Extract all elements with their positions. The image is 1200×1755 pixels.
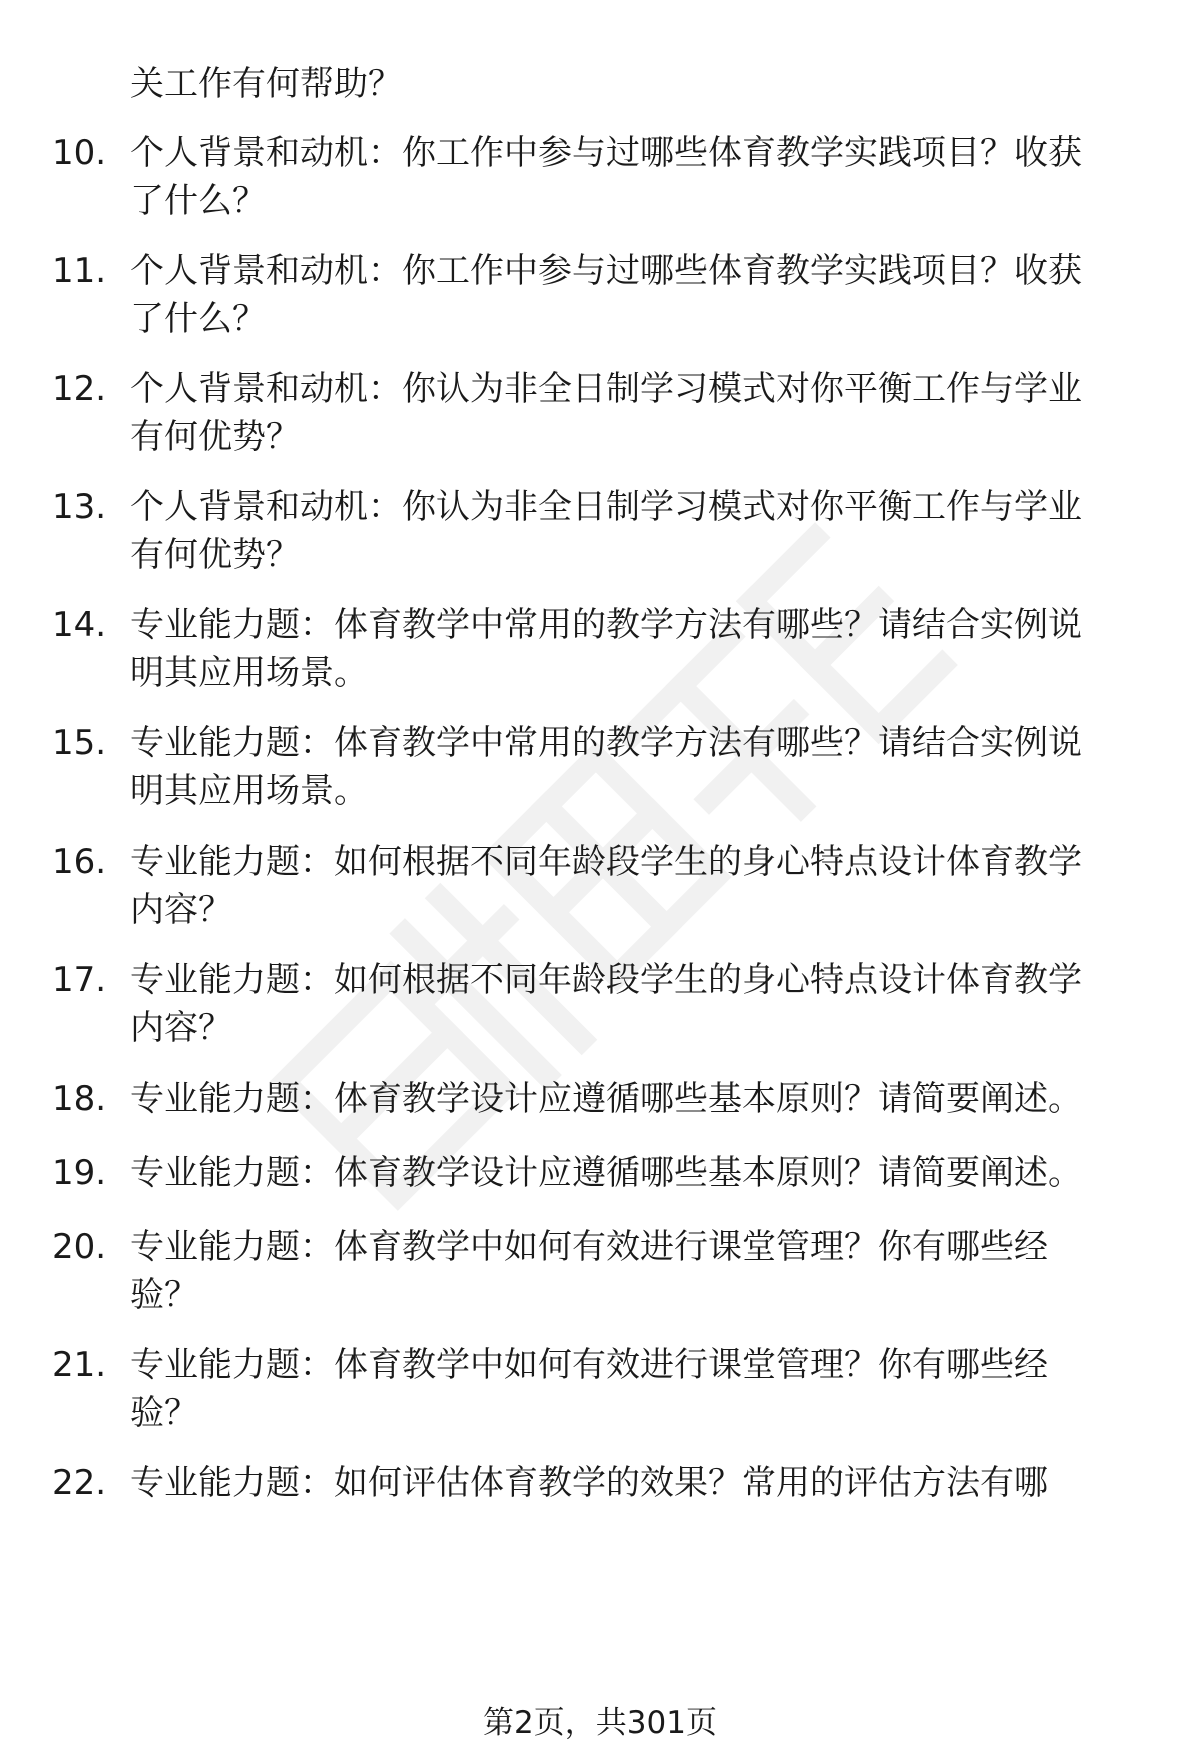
question-text-line: 专业能力题：体育教学中如何有效进行课堂管理？你有哪些经	[130, 1227, 1048, 1267]
question-text-line: 明其应用场景。	[130, 771, 368, 811]
question-text-line: 个人背景和动机：你认为非全日制学习模式对你平衡工作与学业	[130, 487, 1082, 527]
question-text-line: 专业能力题：体育教学中常用的教学方法有哪些？请结合实例说	[130, 723, 1082, 763]
question-text	[130, 483, 1140, 579]
question-text-line: 有何优势？	[130, 417, 300, 457]
question-number: 20.	[52, 1227, 107, 1267]
question-text	[130, 719, 1140, 815]
question-text-line: 个人背景和动机：你认为非全日制学习模式对你平衡工作与学业	[130, 369, 1082, 409]
question-text	[130, 1459, 1140, 1507]
question-number: 18.	[52, 1079, 107, 1119]
question-text-line: 专业能力题：体育教学中常用的教学方法有哪些？请结合实例说	[130, 605, 1082, 645]
question-text-line: 有何优势？	[130, 535, 300, 575]
question-text-line: 专业能力题：体育教学设计应遵循哪些基本原则？请简要阐述。	[130, 1079, 1082, 1119]
question-number: 11.	[52, 251, 107, 291]
page-footer: 第2页，共301页	[483, 1705, 717, 1741]
question-number: 15.	[52, 723, 107, 763]
question-number: 22.	[52, 1463, 107, 1503]
question-text-line: 专业能力题：体育教学中如何有效进行课堂管理？你有哪些经	[130, 1345, 1048, 1385]
question-text	[130, 956, 1140, 1052]
question-number: 21.	[52, 1345, 107, 1385]
question-number: 14.	[52, 605, 107, 645]
question-text	[130, 1223, 1140, 1319]
question-text-line: 个人背景和动机：你工作中参与过哪些体育教学实践项目？收获	[130, 251, 1082, 291]
question-text-line: 了什么？	[130, 181, 266, 221]
continued-question-line: 关工作有何帮助？	[130, 64, 402, 104]
question-number: 10.	[52, 133, 107, 173]
question-number: 13.	[52, 487, 107, 527]
question-text	[130, 1075, 1140, 1123]
question-text	[130, 838, 1140, 934]
question-text	[130, 129, 1140, 225]
question-number: 12.	[52, 369, 107, 409]
question-text-line: 专业能力题：如何评估体育教学的效果？常用的评估方法有哪	[130, 1463, 1048, 1503]
question-number: 16.	[52, 842, 107, 882]
question-number: 19.	[52, 1153, 107, 1193]
question-text-line: 个人背景和动机：你工作中参与过哪些体育教学实践项目？收获	[130, 133, 1082, 173]
question-text-line: 专业能力题：体育教学设计应遵循哪些基本原则？请简要阐述。	[130, 1153, 1082, 1193]
question-text-line: 了什么？	[130, 299, 266, 339]
question-text	[130, 1149, 1140, 1197]
question-text-line: 专业能力题：如何根据不同年龄段学生的身心特点设计体育教学	[130, 960, 1082, 1000]
question-text	[130, 1341, 1140, 1437]
question-text-line: 验？	[130, 1275, 198, 1315]
question-text-line: 验？	[130, 1393, 198, 1433]
question-text	[130, 247, 1140, 343]
question-text	[130, 601, 1140, 697]
question-text-line: 专业能力题：如何根据不同年龄段学生的身心特点设计体育教学	[130, 842, 1082, 882]
question-text	[130, 365, 1140, 461]
question-number: 17.	[52, 960, 107, 1000]
question-text-line: 明其应用场景。	[130, 653, 368, 693]
question-text-line: 内容？	[130, 1008, 232, 1048]
question-text-line: 内容？	[130, 890, 232, 930]
